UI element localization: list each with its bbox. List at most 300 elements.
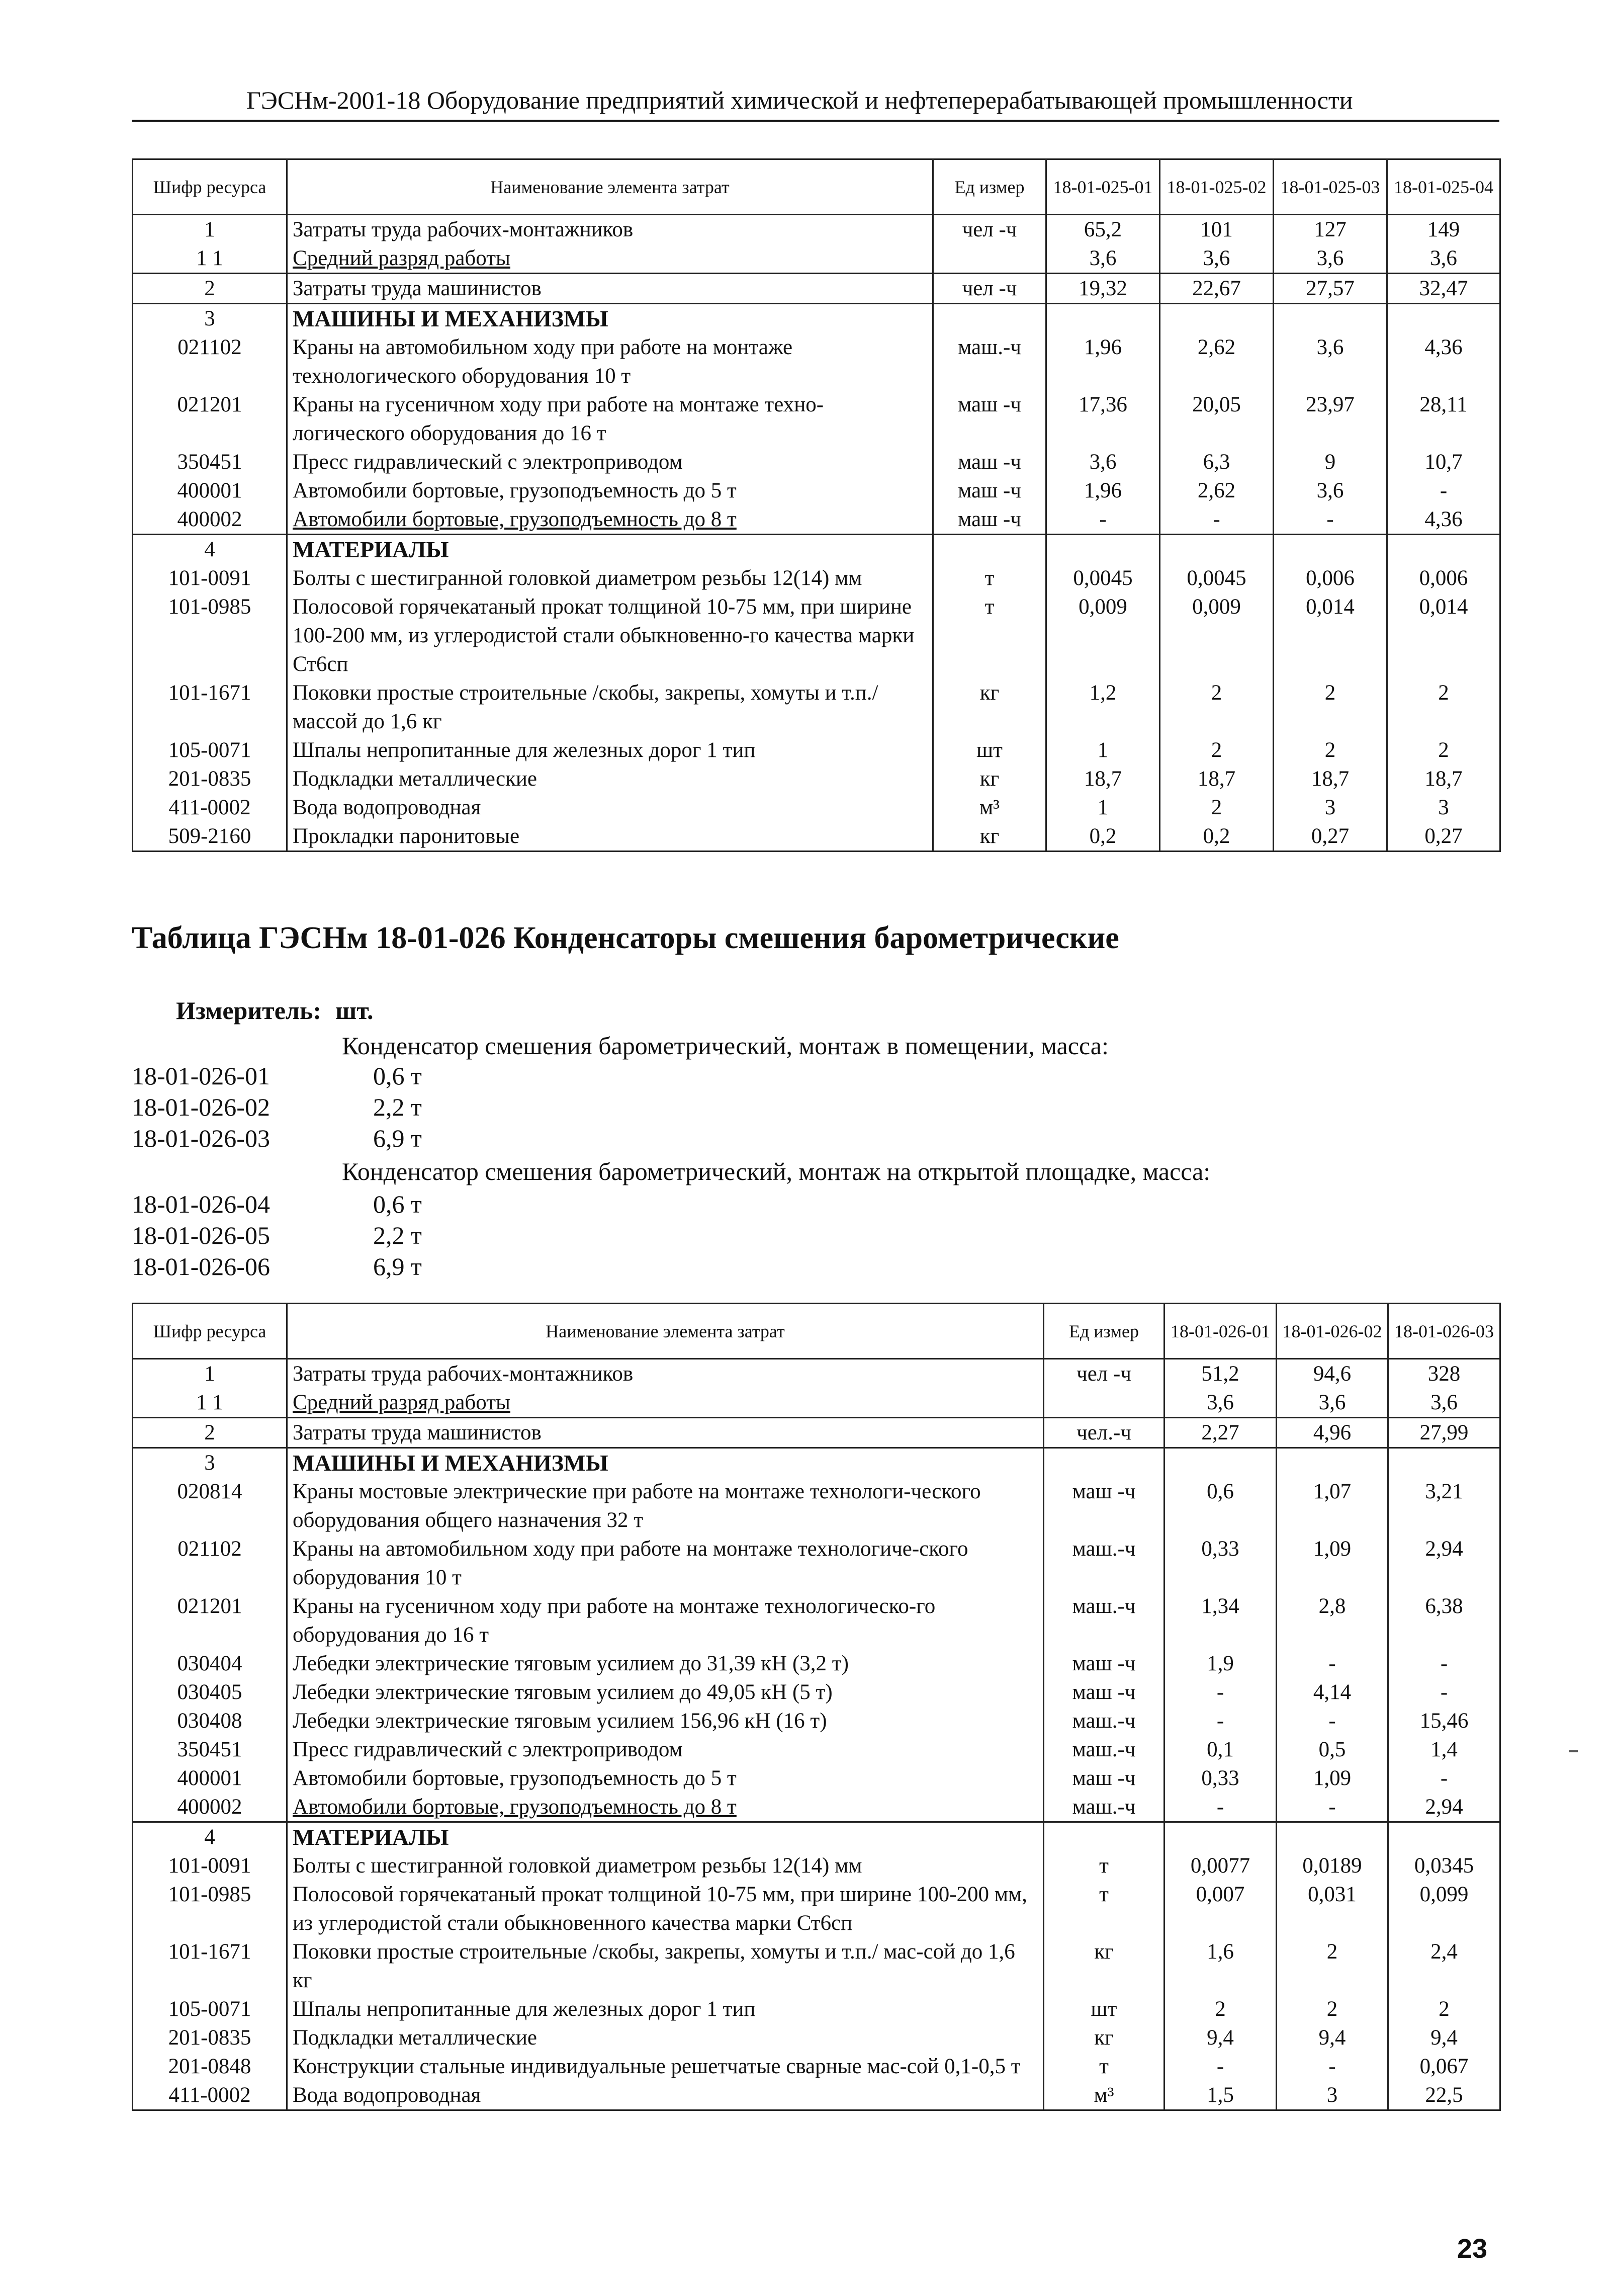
value-cell: 2,62 [1160,333,1274,390]
value-cell: 27,99 [1388,1418,1500,1448]
resource-code: 201-0835 [133,2023,287,2052]
cost-element-name: Поковки простые строительные /скобы, закрепы, хомуты и т.п./ мас-сой до 1,6 кг [287,1937,1044,1995]
unit-cell: маш.-ч [1044,1592,1164,1649]
value-cell: 0,099 [1388,1880,1500,1937]
value-cell: 2 [1160,793,1274,822]
cost-element-name: Полосовой горячекатаный прокат толщиной 10-75 мм, при ширине 100-200 мм, из углеродистой стали обыкновенно-го качества марки Ст6сп [287,592,933,678]
code-line [132,1124,422,1153]
table-row [133,1995,1500,2023]
value-cell: 4,36 [1387,505,1500,535]
cost-element-name: Прокладки паронитовые [287,822,933,852]
table-row [133,793,1500,822]
value-cell: 3,6 [1274,476,1387,505]
value-cell: - [1274,505,1387,535]
value-cell: 3,6 [1046,448,1160,476]
value-cell: 2 [1277,1995,1388,2023]
cost-element-name: Затраты труда машинистов [287,274,933,304]
value-cell: 1,2 [1046,678,1160,736]
row-group [133,1418,1500,1448]
scan-mark [1569,1750,1578,1752]
value-cell: 2 [1274,678,1387,736]
code: 18-01-026-05 [132,1221,270,1249]
value-cell: - [1277,2052,1388,2081]
header-name: Наименование элемента затрат [287,159,933,215]
resource-code: 1 [133,1359,287,1389]
cost-element-name: Автомобили бортовые, грузоподъемность до 5 т [287,476,933,505]
value-cell: 1 [1046,793,1160,822]
code: 18-01-026-01 [132,1062,270,1090]
unit-cell: маш -ч [933,390,1046,448]
row-group [133,1822,1500,2110]
value-cell: 1 [1046,736,1160,764]
cost-element-name: Конструкции стальные индивидуальные решетчатые сварные мас-сой 0,1-0,5 т [287,2052,1044,2081]
resource-code: 350451 [133,448,287,476]
section-row [133,1448,1500,1478]
resource-code: 350451 [133,1735,287,1764]
code-mass: 2,2 т [373,1221,422,1249]
value-cell: 94,6 [1277,1359,1388,1389]
unit-cell: маш.-ч [1044,1535,1164,1592]
value-cell: 0,33 [1164,1764,1277,1793]
cost-element-name: МАТЕРИАЛЫ [287,1822,1044,1852]
value-cell: 4,36 [1387,333,1500,390]
row-group [133,274,1500,304]
unit-cell: маш -ч [1044,1649,1164,1678]
header-col-025-01: 18-01-025-01 [1046,159,1160,215]
cost-element-name: Пресс гидравлический с электроприводом [287,1735,1044,1764]
unit-cell: шт [933,736,1046,764]
table-row [133,1793,1500,1822]
code-line [132,1221,422,1250]
cost-element-name: Лебедки электрические тяговым усилием до 31,39 кН (3,2 т) [287,1649,1044,1678]
value-cell [1277,1448,1388,1478]
resource-code: 101-0985 [133,1880,287,1937]
cost-element-name: Шпалы непропитанные для железных дорог 1 тип [287,736,933,764]
value-cell [1387,535,1500,564]
value-cell [1388,1822,1500,1852]
measure-unit [176,996,374,1025]
value-cell: - [1160,505,1274,535]
value-cell: 9 [1274,448,1387,476]
value-cell: 1,09 [1277,1764,1388,1793]
resource-code: 020814 [133,1477,287,1535]
unit-cell [1044,1388,1164,1418]
header-col-025-03: 18-01-025-03 [1274,159,1387,215]
resource-code: 021102 [133,333,287,390]
resource-code: 3 [133,304,287,333]
value-cell: 1,5 [1164,2081,1277,2110]
value-cell: 1,9 [1164,1649,1277,1678]
code: 18-01-026-06 [132,1252,270,1281]
value-cell: 2 [1274,736,1387,764]
code-line [132,1189,422,1219]
resource-code: 201-0835 [133,764,287,793]
code-mass: 6,9 т [373,1124,422,1152]
table-row [133,448,1500,476]
header-unit: Ед измер [933,159,1046,215]
value-cell: 0,006 [1387,564,1500,592]
table-row [133,244,1500,274]
value-cell: 4,96 [1277,1418,1388,1448]
value-cell: 17,36 [1046,390,1160,448]
value-cell: 3 [1387,793,1500,822]
table-row [133,1535,1500,1592]
value-cell: 3,6 [1160,244,1274,274]
value-cell: - [1164,2052,1277,2081]
resource-code: 411-0002 [133,2081,287,2110]
unit-cell: маш -ч [933,505,1046,535]
value-cell: 32,47 [1387,274,1500,304]
value-cell: 0,014 [1387,592,1500,678]
value-cell: - [1046,505,1160,535]
unit-cell: маш.-ч [1044,1707,1164,1735]
cost-element-name: МАШИНЫ И МЕХАНИЗМЫ [287,1448,1044,1478]
resource-code: 400001 [133,1764,287,1793]
value-cell: - [1164,1678,1277,1707]
resource-code: 4 [133,535,287,564]
value-cell [1046,535,1160,564]
value-cell: 2,62 [1160,476,1274,505]
table-row [133,390,1500,448]
value-cell: 127 [1274,215,1387,244]
value-cell: 3,6 [1274,244,1387,274]
resource-code: 400002 [133,1793,287,1822]
cost-element-name: Краны мостовые электрические при работе на монтаже технологи-ческого оборудования общего назначения 32 т [287,1477,1044,1535]
table-row [133,1880,1500,1937]
value-cell: 2 [1388,1995,1500,2023]
resource-code: 201-0848 [133,2052,287,2081]
value-cell: 0,0045 [1046,564,1160,592]
table-row [133,1418,1500,1448]
row-group [133,535,1500,852]
value-cell: 18,7 [1160,764,1274,793]
resource-code: 101-0091 [133,1851,287,1880]
value-cell: 1,96 [1046,333,1160,390]
unit-cell [933,304,1046,333]
value-cell: 51,2 [1164,1359,1277,1389]
resource-code: 1 [133,215,287,244]
code: 18-01-026-02 [132,1093,270,1121]
unit-cell: кг [933,678,1046,736]
table-row [133,1735,1500,1764]
value-cell: - [1277,1793,1388,1822]
value-cell: 2 [1387,736,1500,764]
value-cell: 19,32 [1046,274,1160,304]
value-cell: 0,0077 [1164,1851,1277,1880]
value-cell: 2,27 [1164,1418,1277,1448]
resource-code: 101-1671 [133,1937,287,1995]
value-cell: 6,3 [1160,448,1274,476]
value-cell: 15,46 [1388,1707,1500,1735]
table-row [133,822,1500,852]
table-row [133,1937,1500,1995]
value-cell: 1,34 [1164,1592,1277,1649]
value-cell: 1,96 [1046,476,1160,505]
value-cell [1160,535,1274,564]
unit-cell: т [933,564,1046,592]
value-cell: 22,5 [1388,2081,1500,2110]
cost-element-name: Подкладки металлические [287,2023,1044,2052]
cost-element-name: Средний разряд работы [287,244,933,274]
table-row [133,1707,1500,1735]
unit-cell: шт [1044,1995,1164,2023]
value-cell: - [1277,1707,1388,1735]
unit-cell: м³ [1044,2081,1164,2110]
resource-code: 101-0985 [133,592,287,678]
value-cell: 9,4 [1164,2023,1277,2052]
value-cell: 328 [1388,1359,1500,1389]
value-cell: 3,6 [1277,1388,1388,1418]
value-cell: 0,5 [1277,1735,1388,1764]
value-cell: 0,0345 [1388,1851,1500,1880]
description-outdoor: Конденсатор смешения барометрический, монтаж на открытой площадке, масса: [342,1157,1211,1185]
value-cell [1046,304,1160,333]
code-line [132,1092,422,1122]
unit-cell: чел -ч [933,274,1046,304]
resource-code: 400002 [133,505,287,535]
value-cell: 4,14 [1277,1678,1388,1707]
value-cell: 18,7 [1387,764,1500,793]
resource-code: 021201 [133,1592,287,1649]
code-mass: 0,6 т [373,1190,422,1218]
value-cell: - [1388,1649,1500,1678]
unit-cell [1044,1822,1164,1852]
table-row [133,1359,1500,1389]
value-cell: 2,94 [1388,1793,1500,1822]
resource-code: 1 1 [133,1388,287,1418]
value-cell: - [1388,1678,1500,1707]
value-cell: 1,6 [1164,1937,1277,1995]
value-cell: 2 [1164,1995,1277,2023]
running-header: ГЭСНм-2001-18 Оборудование предприятий химической и нефтеперерабатывающей промышленности [246,86,1353,114]
header-code: Шифр ресурса [133,159,287,215]
value-cell: 3 [1277,2081,1388,2110]
unit-cell: т [933,592,1046,678]
resource-code: 030408 [133,1707,287,1735]
code-mass: 0,6 т [373,1062,422,1090]
table-row [133,2052,1500,2081]
value-cell: 65,2 [1046,215,1160,244]
value-cell [1387,304,1500,333]
row-group [133,215,1500,274]
value-cell: 0,0045 [1160,564,1274,592]
value-cell: 3,6 [1388,1388,1500,1418]
unit-cell: м³ [933,793,1046,822]
code-line [132,1252,422,1281]
cost-element-name: Лебедки электрические тяговым усилием до 49,05 кН (5 т) [287,1678,1044,1707]
value-cell: 3,6 [1274,333,1387,390]
cost-element-name: Затраты труда рабочих-монтажников [287,215,933,244]
value-cell: 28,11 [1387,390,1500,448]
code: 18-01-026-03 [132,1124,270,1152]
resource-code: 2 [133,274,287,304]
cost-element-name: Краны на гусеничном ходу при работе на монтаже техно-логического оборудования до 16 т [287,390,933,448]
value-cell: - [1388,1764,1500,1793]
cost-element-name: Болты с шестигранной головкой диаметром резьбы 12(14) мм [287,1851,1044,1880]
value-cell [1160,304,1274,333]
value-cell [1164,1448,1277,1478]
table-row [133,274,1500,304]
unit-cell: чел -ч [933,215,1046,244]
row-group [133,1359,1500,1418]
unit-cell [933,535,1046,564]
unit-cell: маш -ч [1044,1678,1164,1707]
table-row [133,476,1500,505]
value-cell: 6,38 [1388,1592,1500,1649]
value-cell: 2 [1160,678,1274,736]
resource-code: 3 [133,1448,287,1478]
header-col-025-02: 18-01-025-02 [1160,159,1274,215]
value-cell: 0,2 [1046,822,1160,852]
value-cell: 0,031 [1277,1880,1388,1937]
resource-code: 021102 [133,1535,287,1592]
unit-cell: кг [1044,1937,1164,1995]
value-cell: 1,07 [1277,1477,1388,1535]
value-cell: 23,97 [1274,390,1387,448]
value-cell: 0,27 [1387,822,1500,852]
table-row [133,2023,1500,2052]
value-cell: 0,2 [1160,822,1274,852]
unit-cell: кг [933,822,1046,852]
unit-cell [1044,1448,1164,1478]
unit-cell: маш -ч [933,448,1046,476]
table-row [133,505,1500,535]
header-rule [132,120,1499,122]
resource-code: 400001 [133,476,287,505]
cost-element-name: Лебедки электрические тяговым усилием 156,96 кН (16 т) [287,1707,1044,1735]
cost-element-name: МАТЕРИАЛЫ [287,535,933,564]
value-cell: 0,33 [1164,1535,1277,1592]
resource-code: 509-2160 [133,822,287,852]
value-cell: 2 [1277,1937,1388,1995]
cost-element-name: Краны на гусеничном ходу при работе на монтаже технологическо-го оборудования до 16 т [287,1592,1044,1649]
header-col-025-04: 18-01-025-04 [1387,159,1500,215]
table-row [133,764,1500,793]
value-cell: 0,0189 [1277,1851,1388,1880]
value-cell: 0,007 [1164,1880,1277,1937]
value-cell: 2 [1387,678,1500,736]
value-cell: 1,4 [1388,1735,1500,1764]
resource-table-026 [132,1303,1501,2111]
unit-cell: маш -ч [933,476,1046,505]
resource-code: 2 [133,1418,287,1448]
table-row [133,678,1500,736]
value-cell: 10,7 [1387,448,1500,476]
value-cell [1277,1822,1388,1852]
measure-label: Измеритель: [176,996,322,1025]
value-cell: 3 [1274,793,1387,822]
section-row [133,535,1500,564]
table-row [133,1388,1500,1418]
resource-code: 030404 [133,1649,287,1678]
unit-cell: маш.-ч [933,333,1046,390]
unit-cell: т [1044,1851,1164,1880]
header-col-026-02: 18-01-026-02 [1277,1304,1388,1359]
resource-table-025 [132,158,1501,852]
value-cell: 0,067 [1388,2052,1500,2081]
unit-cell: т [1044,1880,1164,1937]
resource-code: 411-0002 [133,793,287,822]
cost-element-name: Полосовой горячекатаный прокат толщиной 10-75 мм, при ширине 100-200 мм, из углеродистой стали обыкновенного качества марки Ст6сп [287,1880,1044,1937]
value-cell: 22,67 [1160,274,1274,304]
header-name: Наименование элемента затрат [287,1304,1044,1359]
value-cell: 0,1 [1164,1735,1277,1764]
value-cell [1164,1822,1277,1852]
cost-element-name: Пресс гидравлический с электроприводом [287,448,933,476]
description-indoor: Конденсатор смешения барометрический, монтаж в помещении, масса: [342,1032,1109,1060]
cost-element-name: Болты с шестигранной головкой диаметром резьбы 12(14) мм [287,564,933,592]
value-cell: - [1164,1707,1277,1735]
value-cell: - [1387,476,1500,505]
unit-cell: чел -ч [1044,1359,1164,1389]
value-cell: 101 [1160,215,1274,244]
value-cell: 0,009 [1046,592,1160,678]
value-cell: 3,21 [1388,1477,1500,1535]
cost-element-name: Подкладки металлические [287,764,933,793]
value-cell: 9,4 [1388,2023,1500,2052]
page-number: 23 [1457,2234,1487,2264]
cost-element-name: Краны на автомобильном ходу при работе на монтаже технологиче-ского оборудования 10 т [287,1535,1044,1592]
table-row [133,1592,1500,1649]
value-cell: 1,09 [1277,1535,1388,1592]
code-line [132,1061,422,1090]
table-row [133,592,1500,678]
unit-cell: т [1044,2052,1164,2081]
cost-element-name: МАШИНЫ И МЕХАНИЗМЫ [287,304,933,333]
value-cell: 27,57 [1274,274,1387,304]
value-cell: 3,6 [1046,244,1160,274]
value-cell [1388,1448,1500,1478]
resource-code: 1 1 [133,244,287,274]
resource-code: 101-1671 [133,678,287,736]
cost-element-name: Затраты труда рабочих-монтажников [287,1359,1044,1389]
value-cell: 2,4 [1388,1937,1500,1995]
value-cell: 2 [1160,736,1274,764]
header-col-026-03: 18-01-026-03 [1388,1304,1500,1359]
unit-cell: маш -ч [1044,1764,1164,1793]
value-cell: 20,05 [1160,390,1274,448]
cost-element-name: Автомобили бортовые, грузоподъемность до 5 т [287,1764,1044,1793]
resource-code: 4 [133,1822,287,1852]
code-mass: 2,2 т [373,1093,422,1121]
code: 18-01-026-04 [132,1190,270,1218]
cost-element-name: Затраты труда машинистов [287,1418,1044,1448]
section-row [133,1822,1500,1852]
resource-code: 101-0091 [133,564,287,592]
unit-cell: чел.-ч [1044,1418,1164,1448]
cost-element-name: Автомобили бортовые, грузоподъемность до 8 т [287,1793,1044,1822]
unit-cell [933,244,1046,274]
value-cell: 2,8 [1277,1592,1388,1649]
cost-element-name: Краны на автомобильном ходу при работе на монтаже технологического оборудования 10 т [287,333,933,390]
unit-cell: маш.-ч [1044,1735,1164,1764]
resource-code: 021201 [133,390,287,448]
table-row [133,333,1500,390]
value-cell: 2,94 [1388,1535,1500,1592]
table-row [133,736,1500,764]
section-row [133,304,1500,333]
resource-code: 030405 [133,1678,287,1707]
header-col-026-01: 18-01-026-01 [1164,1304,1277,1359]
table-row [133,1477,1500,1535]
cost-element-name: Средний разряд работы [287,1388,1044,1418]
table-row [133,1649,1500,1678]
resource-code: 105-0071 [133,736,287,764]
value-cell: 0,014 [1274,592,1387,678]
value-cell [1274,304,1387,333]
table-row [133,2081,1500,2110]
cost-element-name: Вода водопроводная [287,2081,1044,2110]
